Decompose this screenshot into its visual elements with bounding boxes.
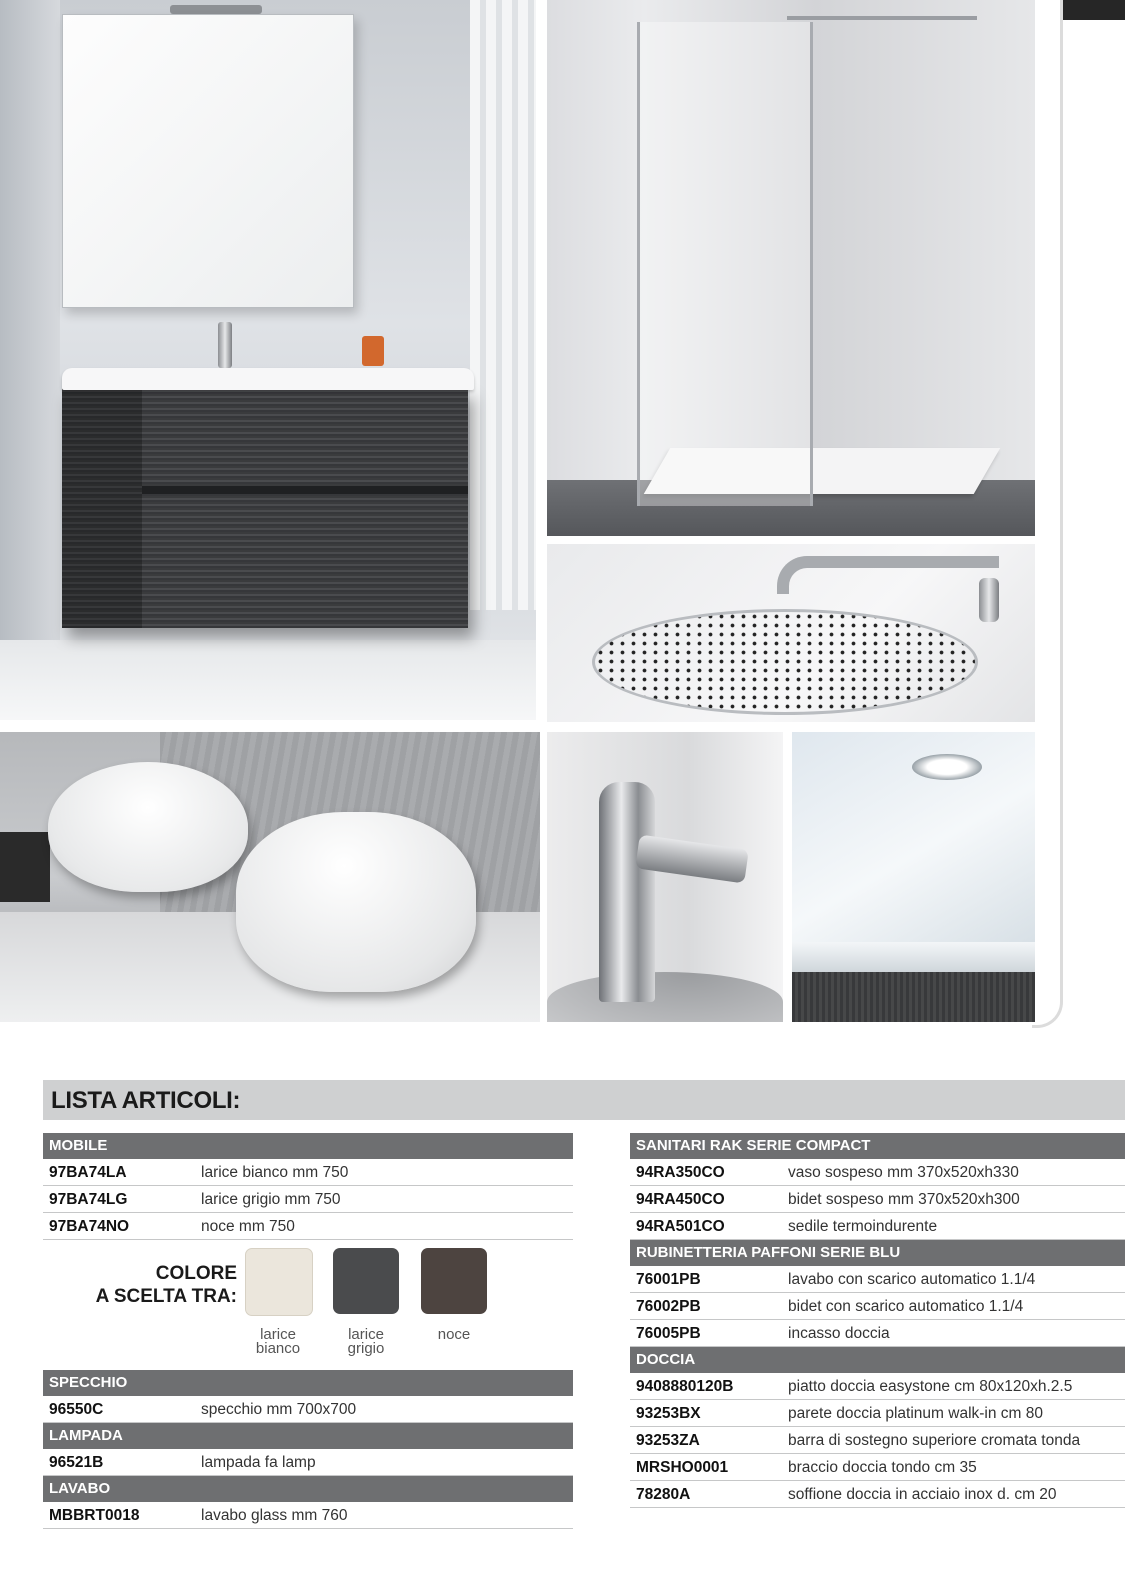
table-row [630, 1159, 1125, 1186]
article-code: 78280A [636, 1486, 691, 1503]
swatch-noce [421, 1248, 487, 1314]
table-row [43, 1213, 573, 1240]
article-column-right [630, 1133, 1125, 1508]
section-heading-sanitari: SANITARI RAK SERIE COMPACT [630, 1133, 1125, 1159]
swatch-label: larice bianco [255, 1326, 301, 1357]
table-row [630, 1481, 1125, 1508]
photo-glass-basin [792, 732, 1035, 1022]
article-desc: piatto doccia easystone cm 80x120xh.2.5 [788, 1378, 1073, 1395]
article-code: 94RA501CO [636, 1218, 725, 1235]
photo-basin [62, 368, 474, 390]
swatch-larice-grigio [333, 1248, 399, 1314]
photo-shower-head [547, 544, 1035, 722]
section-heading-doccia: DOCCIA [630, 1347, 1125, 1373]
article-desc: bidet con scarico automatico 1.1/4 [788, 1298, 1024, 1315]
article-desc: incasso doccia [788, 1325, 890, 1342]
photo-cabinet [62, 388, 468, 628]
collage-frame [1032, 0, 1063, 1028]
photo-faucet-small [218, 322, 232, 368]
article-code: 97BA74LA [49, 1164, 127, 1181]
article-code: 96521B [49, 1454, 104, 1471]
list-title: LISTA ARTICOLI: [51, 1087, 241, 1114]
article-code: 9408880120B [636, 1378, 734, 1395]
article-desc: larice grigio mm 750 [201, 1191, 341, 1208]
swatch-label: noce [437, 1326, 471, 1343]
article-code: 94RA350CO [636, 1164, 725, 1181]
table-row [43, 1186, 573, 1213]
section-heading-lampada: LAMPADA [43, 1423, 573, 1449]
photo-bidet [236, 812, 476, 992]
article-desc: barra di sostegno superiore cromata tonda [788, 1432, 1081, 1449]
article-code: 76001PB [636, 1271, 701, 1288]
table-row [43, 1159, 573, 1186]
swatch-label: larice grigio [347, 1326, 385, 1357]
article-desc: noce mm 750 [201, 1218, 295, 1235]
article-code: 76002PB [636, 1298, 701, 1315]
table-row [630, 1373, 1125, 1400]
article-desc: larice bianco mm 750 [201, 1164, 349, 1181]
article-code: 97BA74LG [49, 1191, 128, 1208]
article-code: 76005PB [636, 1325, 701, 1342]
article-code: 93253BX [636, 1405, 701, 1422]
table-row [630, 1213, 1125, 1240]
photo-support-bar [787, 16, 977, 20]
photo-toilet-bidet [0, 732, 540, 1022]
color-choice-block [43, 1240, 573, 1370]
photo-toilet [48, 762, 248, 892]
photo-faucet [547, 732, 783, 1022]
color-choice-label: COLORE A SCELTA TRA: [95, 1263, 237, 1307]
table-row [43, 1502, 573, 1529]
photo-drain [912, 754, 982, 780]
section-heading-mobile: MOBILE [43, 1133, 573, 1159]
article-desc: sedile termoindurente [788, 1218, 938, 1235]
photo-shower-enclosure [547, 0, 1035, 536]
table-row [630, 1427, 1125, 1454]
article-desc: vaso sospeso mm 370x520xh330 [788, 1164, 1019, 1181]
table-row [630, 1186, 1125, 1213]
section-heading-rubinetteria: RUBINETTERIA PAFFONI SERIE BLU [630, 1240, 1125, 1266]
article-code: 96550C [49, 1401, 104, 1418]
article-code: 93253ZA [636, 1432, 700, 1449]
swatch-larice-bianco [245, 1248, 313, 1316]
article-desc: bidet sospeso mm 370x520xh300 [788, 1191, 1020, 1208]
table-row [43, 1396, 573, 1423]
article-desc: soffione doccia in acciaio inox d. cm 20 [788, 1486, 1057, 1503]
photo-bottle [362, 336, 384, 366]
article-desc: lampada fa lamp [201, 1454, 316, 1471]
photo-vanity-cabinet [0, 0, 536, 720]
article-desc: parete doccia platinum walk-in cm 80 [788, 1405, 1044, 1422]
table-row [43, 1449, 573, 1476]
table-row [630, 1320, 1125, 1347]
article-desc: specchio mm 700x700 [201, 1401, 357, 1418]
article-desc: braccio doccia tondo cm 35 [788, 1459, 977, 1476]
article-column-left [43, 1133, 573, 1529]
table-row [630, 1400, 1125, 1427]
article-code: MRSHO0001 [636, 1459, 729, 1476]
photo-mirror [62, 14, 354, 308]
article-desc: lavabo glass mm 760 [201, 1507, 348, 1524]
article-code: MBBRT0018 [49, 1507, 140, 1524]
article-desc: lavabo con scarico automatico 1.1/4 [788, 1271, 1036, 1288]
article-code: 94RA450CO [636, 1191, 725, 1208]
table-row [630, 1293, 1125, 1320]
photo-shower-disk [592, 609, 978, 715]
photo-glass-panel [637, 22, 813, 506]
photo-shower-arm [777, 556, 999, 594]
article-code: 97BA74NO [49, 1218, 130, 1235]
section-heading-lavabo: LAVABO [43, 1476, 573, 1502]
photo-lamp [170, 5, 262, 14]
table-row [630, 1454, 1125, 1481]
section-heading-specchio: SPECCHIO [43, 1370, 573, 1396]
table-row [630, 1266, 1125, 1293]
list-header [43, 1080, 1125, 1120]
